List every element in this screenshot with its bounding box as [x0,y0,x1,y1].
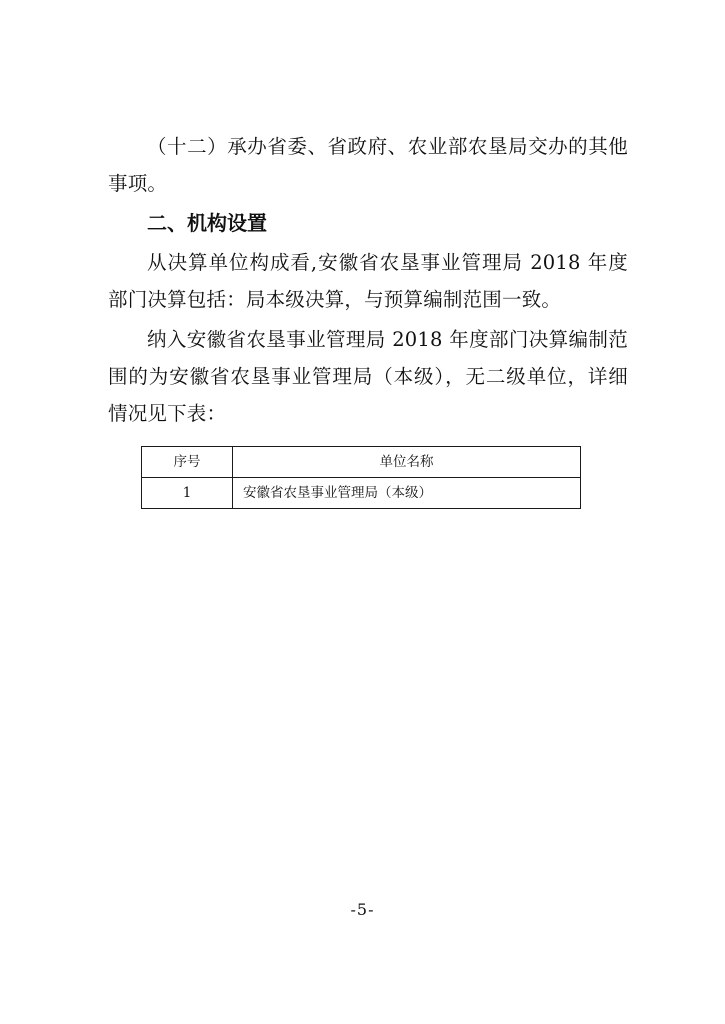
section-heading: 二、机构设置 [147,211,267,235]
paragraph-item-twelve: （十二）承办省委、省政府、农业部农垦局交办的其他事项。 [108,135,628,195]
unit-table [141,446,581,509]
paragraph-composition: 从决算单位构成看,安徽省农垦事业管理局 2018 年度部门决算包括：局本级决算，与预算编制范围一致。 [108,251,628,311]
table-header-unit-name: 单位名称 [233,447,581,478]
table-cell-unit-name: 安徽省农垦事业管理局（本级） [233,478,581,509]
table-header-no: 序号 [142,447,233,478]
table-row [142,478,581,509]
table-cell-no: 1 [142,478,233,509]
table-header-row [142,447,581,478]
paragraph-scope: 纳入安徽省农垦事业管理局 2018 年度部门决算编制范围的为安徽省农垦事业管理局（本级），无二级单位，详细情况见下表： [108,328,628,425]
document-content [108,128,628,509]
page-number: -5- [350,900,375,919]
